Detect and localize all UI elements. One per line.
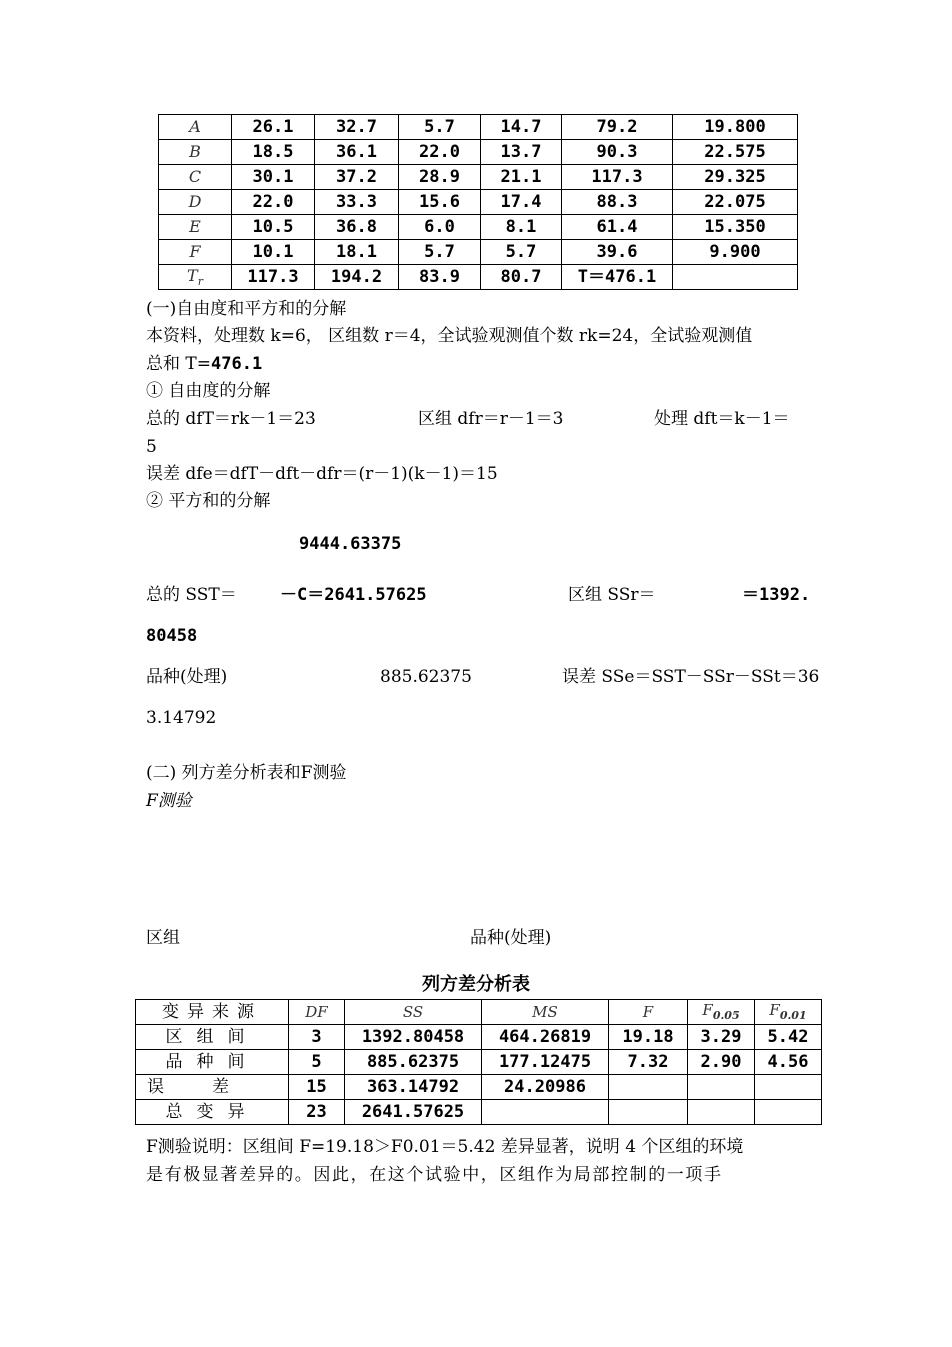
conclusion-line2: 是有极显著差异的。因此，在这个试验中，区组作为局部控制的一项手 <box>146 1165 723 1185</box>
anova-source: 区组间 <box>136 1025 289 1050</box>
cell-value: 33.3 <box>315 190 399 215</box>
data-row <box>159 240 798 265</box>
cell-value: 30.1 <box>232 165 315 190</box>
anova-source: 品种间 <box>136 1050 289 1075</box>
cell-value: 21.1 <box>481 165 562 190</box>
ss-treatment-label: 品种(处理) <box>146 667 228 687</box>
row-label: B <box>159 140 232 165</box>
anova-row <box>136 1025 822 1050</box>
ss-treatment-value: 885.62375 <box>380 667 472 687</box>
cell-value: 36.1 <box>315 140 399 165</box>
total-sum-label: 总和 T= <box>146 354 211 374</box>
row-label: F <box>159 240 232 265</box>
ss-error-cont: 3.14792 <box>146 708 217 728</box>
cell-value: 5.7 <box>481 240 562 265</box>
ss-total-value: －C＝2641.57625 <box>280 585 427 605</box>
anova-header-cell: $F_{0.01}$ <box>755 1000 822 1025</box>
data-row <box>159 140 798 165</box>
cell-value: 22.575 <box>673 140 798 165</box>
anova-cell: 15 <box>289 1075 345 1100</box>
cell-value: 9.900 <box>673 240 798 265</box>
anova-header-cell: 变异来源 <box>136 1000 289 1025</box>
anova-table <box>135 999 822 1125</box>
cell-value: 22.0 <box>399 140 481 165</box>
anova-cell: 4.56 <box>755 1050 822 1075</box>
anova-source: 误差 <box>136 1075 289 1100</box>
treatment-label: 品种(处理) <box>470 928 552 948</box>
df-total: 总的 dfT＝rk－1＝23 <box>146 409 316 429</box>
section1-heading: (一)自由度和平方和的分解 <box>146 299 347 319</box>
anova-header-cell: MS <box>482 1000 609 1025</box>
anova-title: 列方差分析表 <box>422 974 530 995</box>
cell-value: 15.6 <box>399 190 481 215</box>
cell-value: 37.2 <box>315 165 399 190</box>
cell-value: 18.1 <box>315 240 399 265</box>
anova-row <box>136 1100 822 1125</box>
f-test-label: F测验 <box>146 791 192 811</box>
anova-cell <box>482 1100 609 1125</box>
cell-value: 22.075 <box>673 190 798 215</box>
row-label: $T_r$ <box>159 265 232 290</box>
cell-value: 15.350 <box>673 215 798 240</box>
block-label: 区组 <box>146 928 180 948</box>
anova-cell: 3 <box>289 1025 345 1050</box>
anova-cell: 464.26819 <box>482 1025 609 1050</box>
anova-row <box>136 1075 822 1100</box>
section1-line2 <box>146 354 262 374</box>
anova-cell: 19.18 <box>609 1025 688 1050</box>
section1-line1: 本资料，处理数 k=6， 区组数 r＝4，全试验观测值个数 rk=24，全试验观测值 <box>146 326 753 346</box>
anova-cell: 363.14792 <box>345 1075 482 1100</box>
df-block: 区组 dfr＝r－1＝3 <box>418 409 564 429</box>
cell-value: 83.9 <box>399 265 481 290</box>
ss-subheading: ② 平方和的分解 <box>146 491 271 511</box>
ss-error: 误差 SSe＝SST－SSr－SSt＝36 <box>562 667 820 687</box>
row-label: E <box>159 215 232 240</box>
ss-block-cont: 80458 <box>146 626 198 646</box>
anova-cell: 3.29 <box>688 1025 755 1050</box>
cell-value: 32.7 <box>315 115 399 140</box>
cell-value: 19.800 <box>673 115 798 140</box>
ss-total-label: 总的 SST＝ <box>146 585 237 605</box>
conclusion-line1: F测验说明：区组间 F=19.18＞F0.01＝5.42 差异显著，说明 4 个区组的环境 <box>146 1137 744 1157</box>
anova-cell: 23 <box>289 1100 345 1125</box>
cell-value: 17.4 <box>481 190 562 215</box>
df-treatment: 处理 dft＝k－1＝ <box>654 409 790 429</box>
anova-cell: 24.20986 <box>482 1075 609 1100</box>
cell-value: 90.3 <box>562 140 673 165</box>
cell-value: 8.1 <box>481 215 562 240</box>
anova-cell <box>688 1075 755 1100</box>
anova-cell: 2.90 <box>688 1050 755 1075</box>
df-error: 误差 dfe＝dfT－dft－dfr＝(r－1)(k－1)＝15 <box>146 464 498 484</box>
anova-header-cell: SS <box>345 1000 482 1025</box>
anova-header-cell: $F_{0.05}$ <box>688 1000 755 1025</box>
cell-value: 117.3 <box>232 265 315 290</box>
total-row <box>159 265 798 290</box>
data-row <box>159 215 798 240</box>
cell-value: 29.325 <box>673 165 798 190</box>
anova-cell: 5 <box>289 1050 345 1075</box>
anova-cell <box>755 1100 822 1125</box>
data-table <box>158 114 798 290</box>
cell-value: 13.7 <box>481 140 562 165</box>
cell-value: 14.7 <box>481 115 562 140</box>
cell-value: 39.6 <box>562 240 673 265</box>
cell-value: T＝476.1 <box>562 265 673 290</box>
cell-value: 22.0 <box>232 190 315 215</box>
anova-row <box>136 1050 822 1075</box>
data-row <box>159 165 798 190</box>
ss-block-value: ＝1392. <box>742 585 811 605</box>
section2-heading: (二) 列方差分析表和F测验 <box>146 763 347 783</box>
cell-value: 5.7 <box>399 240 481 265</box>
cell-value: 117.3 <box>562 165 673 190</box>
anova-header-sub: 0.01 <box>779 1009 807 1023</box>
anova-source: 总变异 <box>136 1100 289 1125</box>
anova-cell <box>609 1100 688 1125</box>
anova-header-sub: 0.05 <box>712 1009 740 1023</box>
cell-value: 28.9 <box>399 165 481 190</box>
anova-header-row <box>136 1000 822 1025</box>
row-label: A <box>159 115 232 140</box>
anova-cell <box>609 1075 688 1100</box>
total-sum-value: 476.1 <box>211 354 263 374</box>
row-label-sub: r <box>197 275 203 288</box>
anova-cell <box>688 1100 755 1125</box>
ss-block-label: 区组 SSr＝ <box>568 585 656 605</box>
data-row <box>159 190 798 215</box>
anova-cell: 177.12475 <box>482 1050 609 1075</box>
cell-value: 80.7 <box>481 265 562 290</box>
anova-cell: 885.62375 <box>345 1050 482 1075</box>
anova-header-cell: DF <box>289 1000 345 1025</box>
cell-value: 10.5 <box>232 215 315 240</box>
cell-value: 79.2 <box>562 115 673 140</box>
anova-header-cell: F <box>609 1000 688 1025</box>
data-row <box>159 115 798 140</box>
cell-value: 26.1 <box>232 115 315 140</box>
cell-value <box>673 265 798 290</box>
anova-cell: 1392.80458 <box>345 1025 482 1050</box>
row-label: C <box>159 165 232 190</box>
anova-cell <box>755 1075 822 1100</box>
row-label: D <box>159 190 232 215</box>
df-subheading: ① 自由度的分解 <box>146 381 271 401</box>
anova-cell: 7.32 <box>609 1050 688 1075</box>
anova-cell: 5.42 <box>755 1025 822 1050</box>
cell-value: 61.4 <box>562 215 673 240</box>
cell-value: 18.5 <box>232 140 315 165</box>
cell-value: 5.7 <box>399 115 481 140</box>
cell-value: 36.8 <box>315 215 399 240</box>
cell-value: 88.3 <box>562 190 673 215</box>
correction-term: 9444.63375 <box>299 534 402 554</box>
anova-cell: 2641.57625 <box>345 1100 482 1125</box>
cell-value: 6.0 <box>399 215 481 240</box>
cell-value: 194.2 <box>315 265 399 290</box>
cell-value: 10.1 <box>232 240 315 265</box>
df-treatment-cont: 5 <box>146 437 157 457</box>
